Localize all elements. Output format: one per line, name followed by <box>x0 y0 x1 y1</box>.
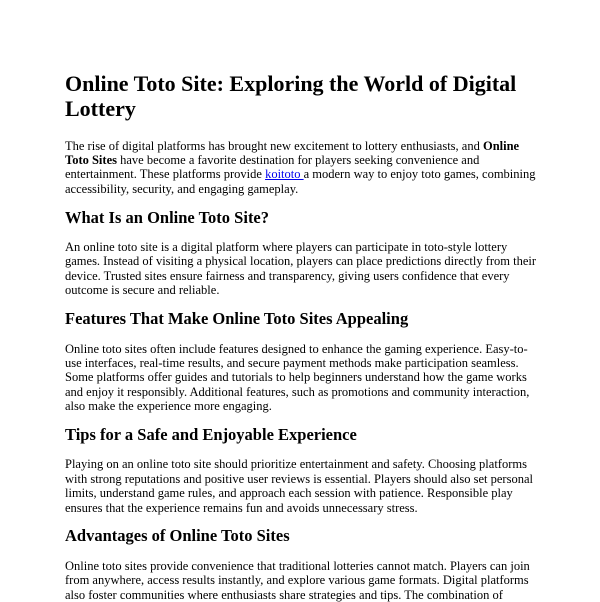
section-heading-tips: Tips for a Safe and Enjoyable Experience <box>65 424 357 444</box>
intro-text-1: The rise of digital platforms has brought new excitement to lottery enthusiasts, and <box>65 138 483 153</box>
intro-paragraph <box>65 139 540 197</box>
page-title: Online Toto Site: Exploring the World of Digital Lottery <box>65 71 517 122</box>
section-paragraph-tips: Playing on an online toto site should prioritize entertainment and safety. Choosing platforms with strong reputations and positive user reviews is essential. Players should also set personal limits, understand game rules, and approach each session with patience. Responsible play ensures that the experience remains fun and avoids unnecessary stress. <box>65 457 533 515</box>
section-paragraph-advantages: Online toto sites provide convenience that traditional lotteries cannot match. Players can join from anywhere, access results instantly, and explore various game formats. Digital platforms also foster communities where enthusiasts share strategies and tips. The combination of <box>65 558 530 602</box>
intro-text-2: have become a favorite destination for players seeking convenience and entertainment. These platforms provide <box>65 152 480 182</box>
intro-text-3: a modern way to enjoy toto games, combining accessibility, security, and engaging gameplay. <box>65 167 536 196</box>
section-heading-features: Features That Make Online Toto Sites Appealing <box>65 309 409 329</box>
section-paragraph-what-is: An online toto site is a digital platform where players can participate in toto-style lottery games. Instead of visiting a physical location, players can place predictions directly from their device. Trusted sites ensure fairness and transparency, giving users confidence that every outcome is secure and reliable. <box>65 240 537 298</box>
section-heading-advantages: Advantages of Online Toto Sites <box>65 526 290 546</box>
intro-bold-text: Online Toto Sites <box>65 138 520 167</box>
section-heading-what-is: What Is an Online Toto Site? <box>65 207 270 227</box>
koitoto-link[interactable]: koitoto <box>265 167 304 182</box>
section-paragraph-features: Online toto sites often include features designed to enhance the gaming experience. Easy-to-use interfaces, real-time results, and secure payment methods make participation seamless. Some platforms offer guides and tutorials to help beginners understand how the game works and enjoy it responsibly. Additional features, such as promotions and community interaction, also make the experience more engaging. <box>65 341 530 414</box>
